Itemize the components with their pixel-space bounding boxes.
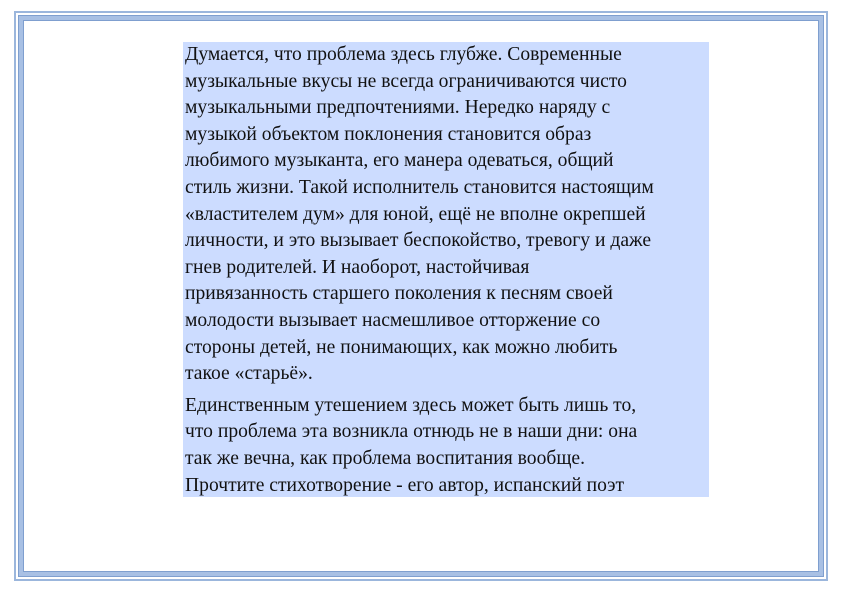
text-line: так же вечна, как проблема воспитания вообще. [185,447,586,469]
text-line: гнев родителей. И наоборот, настойчивая [185,256,530,278]
text-block [183,42,709,497]
text-line: стиль жизни. Такой исполнитель становится настоящим [185,176,654,198]
text-line: молодости вызывает насмешливое отторжение со [185,309,601,331]
paragraph-2 [185,393,709,497]
text-line: Думается, что проблема здесь глубже. Современные [185,44,622,65]
text-line: привязанность старшего поколения к песням своей [185,283,613,305]
paragraph-1 [185,42,709,388]
text-line: личности, и это вызывает беспокойство, тревогу и даже [185,230,652,252]
text-line: музыкальными предпочтениями. Нередко наряду с [185,97,611,119]
text-line: музыкальные вкусы не всегда ограничиваются чисто [185,70,627,92]
text-line: стороны детей, не понимающих, как можно любить [185,336,618,358]
text-line: любимого музыканта, его манера одеваться, общий [185,150,614,172]
text-line: музыкой объектом поклонения становится образ [185,123,592,145]
text-line: что проблема эта возникла отнюдь не в наши дни: она [185,421,638,443]
text-line: «властителем дум» для юной, ещё не вполне окрепшей [185,203,646,225]
text-line: такое «старьё». [185,363,313,385]
text-line: Единственным утешением здесь может быть лишь то, [185,394,637,416]
text-line: Прочтите стихотворение - его автор, испанский поэт [185,474,625,496]
